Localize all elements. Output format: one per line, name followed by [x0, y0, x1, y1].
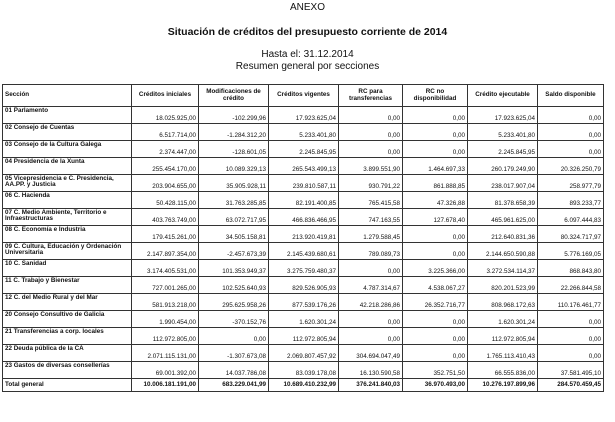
table-row	[3, 226, 604, 243]
amount-cell: 0,00	[339, 328, 403, 345]
amount-cell: 1.279.588,45	[339, 226, 403, 243]
amount-cell: 112.972.805,94	[468, 328, 538, 345]
section-name-cell: 06 C. Hacienda	[3, 192, 132, 209]
column-header: Modificaciones de crédito	[199, 85, 269, 107]
amount-cell: 295.625.958,26	[199, 294, 269, 311]
amount-cell: 110.176.461,77	[538, 294, 604, 311]
amount-cell: 101.353.949,37	[199, 260, 269, 277]
amount-cell: 0,00	[339, 260, 403, 277]
table-row	[3, 345, 604, 362]
page-subtitle: Resumen general por secciones	[235, 61, 380, 72]
page-title: Situación de créditos del presupuesto corriente de 2014	[167, 26, 448, 38]
amount-cell: 352.751,50	[403, 362, 468, 379]
amount-cell: 258.977,79	[538, 175, 604, 192]
amount-cell: 255.454.170,00	[132, 158, 199, 175]
amount-cell: 403.763.749,00	[132, 209, 199, 226]
annex-label: ANEXO	[289, 2, 325, 13]
amount-cell: 0,00	[339, 124, 403, 141]
amount-cell: -1.307.673,08	[199, 345, 269, 362]
total-amount-cell: 376.241.840,03	[339, 379, 403, 392]
amount-cell: 16.130.590,58	[339, 362, 403, 379]
amount-cell: 893.233,77	[538, 192, 604, 209]
amount-cell: 3.275.759.480,37	[269, 260, 339, 277]
amount-cell: 465.961.625,00	[468, 209, 538, 226]
section-name-cell: 09 C. Cultura, Educación y Ordenación Universitaria	[3, 243, 132, 260]
amount-cell: 829.526.905,93	[269, 277, 339, 294]
amount-cell: 789.089,73	[339, 243, 403, 260]
amount-cell: 2.245.845,95	[468, 141, 538, 158]
amount-cell: -1.284.312,20	[199, 124, 269, 141]
section-name-cell: 08 C. Economía e Industria	[3, 226, 132, 243]
amount-cell: 22.266.844,58	[538, 277, 604, 294]
amount-cell: 0,00	[339, 311, 403, 328]
section-name-cell: 05 Vicepresidencia e C. Presidencia, AA.PP. y Justicia	[3, 175, 132, 192]
amount-cell: 20.326.250,79	[538, 158, 604, 175]
amount-cell: 2.144.650.590,88	[468, 243, 538, 260]
column-header: RC para transferencias	[339, 85, 403, 107]
amount-cell: 2.071.115.131,00	[132, 345, 199, 362]
amount-cell: 808.968.172,63	[468, 294, 538, 311]
amount-cell: 112.972.805,94	[269, 328, 339, 345]
column-header: Sección	[3, 85, 132, 107]
amount-cell: 877.539.176,26	[269, 294, 339, 311]
amount-cell: 81.378.658,39	[468, 192, 538, 209]
amount-cell: 6.517.714,00	[132, 124, 199, 141]
amount-cell: 3.225.366,00	[403, 260, 468, 277]
amount-cell: 2.147.897.354,00	[132, 243, 199, 260]
amount-cell: 2.245.845,95	[269, 141, 339, 158]
amount-cell: 1.765.113.410,43	[468, 345, 538, 362]
section-name-cell: 12 C. del Medio Rural y del Mar	[3, 294, 132, 311]
amount-cell: 5.233.401,80	[468, 124, 538, 141]
amount-cell: 930.791,22	[339, 175, 403, 192]
section-name-cell: 01 Parlamento	[3, 107, 132, 124]
table-row	[3, 311, 604, 328]
table-row	[3, 277, 604, 294]
amount-cell: 0,00	[403, 311, 468, 328]
amount-cell: 102.525.640,93	[199, 277, 269, 294]
amount-cell: 66.555.836,00	[468, 362, 538, 379]
amount-cell: 112.972.805,00	[132, 328, 199, 345]
section-name-cell: 20 Consejo Consultivo de Galicia	[3, 311, 132, 328]
total-amount-cell: 36.970.493,00	[403, 379, 468, 392]
table-row	[3, 124, 604, 141]
table-header-row	[3, 85, 604, 107]
section-name-cell: 07 C. Medio Ambiente, Territorio e Infraestructuras	[3, 209, 132, 226]
amount-cell: 861.888,85	[403, 175, 468, 192]
table-row	[3, 243, 604, 260]
amount-cell: 820.201.523,99	[468, 277, 538, 294]
column-header: RC no disponibilidad	[403, 85, 468, 107]
amount-cell: 1.990.454,00	[132, 311, 199, 328]
amount-cell: 727.001.265,00	[132, 277, 199, 294]
column-header: Crédito ejecutable	[468, 85, 538, 107]
amount-cell: 581.913.218,00	[132, 294, 199, 311]
section-name-cell: 11 C. Trabajo y Bienestar	[3, 277, 132, 294]
amount-cell: 0,00	[538, 141, 604, 158]
amount-cell: 2.145.439.680,61	[269, 243, 339, 260]
table-body	[3, 107, 604, 392]
section-name-cell: 10 C. Sanidad	[3, 260, 132, 277]
amount-cell: 5.233.401,80	[269, 124, 339, 141]
amount-cell: 466.836.466,95	[269, 209, 339, 226]
column-header: Créditos iniciales	[132, 85, 199, 107]
amount-cell: 238.017.907,04	[468, 175, 538, 192]
amount-cell: 0,00	[403, 328, 468, 345]
section-name-cell: 21 Transferencias a corp. locales	[3, 328, 132, 345]
table-row	[3, 294, 604, 311]
amount-cell: 35.905.928,11	[199, 175, 269, 192]
amount-cell: 63.072.717,95	[199, 209, 269, 226]
section-name-cell: 02 Consejo de Cuentas	[3, 124, 132, 141]
total-amount-cell: 683.229.041,99	[199, 379, 269, 392]
table-row	[3, 141, 604, 158]
column-header: Saldo disponible	[538, 85, 604, 107]
amount-cell: 0,00	[403, 243, 468, 260]
amount-cell: 82.191.400,85	[269, 192, 339, 209]
amount-cell: 203.904.655,00	[132, 175, 199, 192]
amount-cell: 6.097.444,83	[538, 209, 604, 226]
amount-cell: 0,00	[199, 328, 269, 345]
amount-cell: 0,00	[538, 124, 604, 141]
total-amount-cell: 10.689.410.232,99	[269, 379, 339, 392]
amount-cell: 69.001.392,00	[132, 362, 199, 379]
amount-cell: 212.640.831,36	[468, 226, 538, 243]
amount-cell: 5.776.169,05	[538, 243, 604, 260]
total-amount-cell: 10.006.181.191,00	[132, 379, 199, 392]
amount-cell: 34.505.158,81	[199, 226, 269, 243]
table-row	[3, 362, 604, 379]
amount-cell: 3.272.534.114,37	[468, 260, 538, 277]
section-name-cell: 03 Consejo de la Cultura Galega	[3, 141, 132, 158]
amount-cell: 1.464.697,33	[403, 158, 468, 175]
section-name-cell: 23 Gastos de diversas consellerías	[3, 362, 132, 379]
amount-cell: 0,00	[339, 107, 403, 124]
table-row	[3, 107, 604, 124]
amount-cell: 47.326,88	[403, 192, 468, 209]
amount-cell: 265.543.499,13	[269, 158, 339, 175]
table-row	[3, 158, 604, 175]
amount-cell: 1.620.301,24	[269, 311, 339, 328]
amount-cell: 0,00	[403, 226, 468, 243]
amount-cell: 26.352.716,77	[403, 294, 468, 311]
table-row	[3, 175, 604, 192]
amount-cell: 17.923.625,04	[468, 107, 538, 124]
amount-cell: 765.415,58	[339, 192, 403, 209]
table-row	[3, 192, 604, 209]
column-header: Créditos vigentes	[269, 85, 339, 107]
amount-cell: 0,00	[538, 311, 604, 328]
section-name-cell: 04 Presidencia de la Xunta	[3, 158, 132, 175]
amount-cell: 14.037.786,08	[199, 362, 269, 379]
amount-cell: 747.163,55	[339, 209, 403, 226]
table-row	[3, 209, 604, 226]
total-row	[3, 379, 604, 392]
amount-cell: 179.415.261,00	[132, 226, 199, 243]
section-name-cell: 22 Deuda pública de la CA	[3, 345, 132, 362]
amount-cell: 83.039.178,08	[269, 362, 339, 379]
amount-cell: 0,00	[403, 107, 468, 124]
amount-cell: 4.538.067,27	[403, 277, 468, 294]
amount-cell: 260.179.249,90	[468, 158, 538, 175]
amount-cell: 0,00	[538, 107, 604, 124]
amount-cell: 17.923.625,04	[269, 107, 339, 124]
total-amount-cell: 10.276.197.899,96	[468, 379, 538, 392]
amount-cell: -128.601,05	[199, 141, 269, 158]
amount-cell: 4.787.314,67	[339, 277, 403, 294]
date-line: Hasta el: 31.12.2014	[261, 49, 354, 60]
amount-cell: 0,00	[339, 141, 403, 158]
table-row	[3, 260, 604, 277]
amount-cell: 37.581.495,10	[538, 362, 604, 379]
amount-cell: 2.374.447,00	[132, 141, 199, 158]
credits-table	[2, 84, 604, 392]
amount-cell: -370.152,76	[199, 311, 269, 328]
amount-cell: 0,00	[538, 328, 604, 345]
amount-cell: 127.678,40	[403, 209, 468, 226]
amount-cell: 0,00	[403, 124, 468, 141]
amount-cell: 31.763.285,85	[199, 192, 269, 209]
amount-cell: 1.620.301,24	[468, 311, 538, 328]
total-amount-cell: 284.570.459,45	[538, 379, 604, 392]
amount-cell: 304.694.047,49	[339, 345, 403, 362]
amount-cell: 213.920.419,81	[269, 226, 339, 243]
amount-cell: 10.089.329,13	[199, 158, 269, 175]
total-label-cell: Total general	[3, 379, 132, 392]
amount-cell: 18.025.925,00	[132, 107, 199, 124]
amount-cell: 42.218.286,86	[339, 294, 403, 311]
amount-cell: 2.069.807.457,92	[269, 345, 339, 362]
amount-cell: 50.428.115,00	[132, 192, 199, 209]
amount-cell: 868.843,80	[538, 260, 604, 277]
amount-cell: 0,00	[538, 345, 604, 362]
table-row	[3, 328, 604, 345]
amount-cell: 0,00	[403, 141, 468, 158]
amount-cell: -102.299,96	[199, 107, 269, 124]
amount-cell: 0,00	[403, 345, 468, 362]
amount-cell: 3.899.551,90	[339, 158, 403, 175]
amount-cell: 80.324.717,97	[538, 226, 604, 243]
amount-cell: -2.457.673,39	[199, 243, 269, 260]
amount-cell: 239.810.587,11	[269, 175, 339, 192]
amount-cell: 3.174.405.531,00	[132, 260, 199, 277]
